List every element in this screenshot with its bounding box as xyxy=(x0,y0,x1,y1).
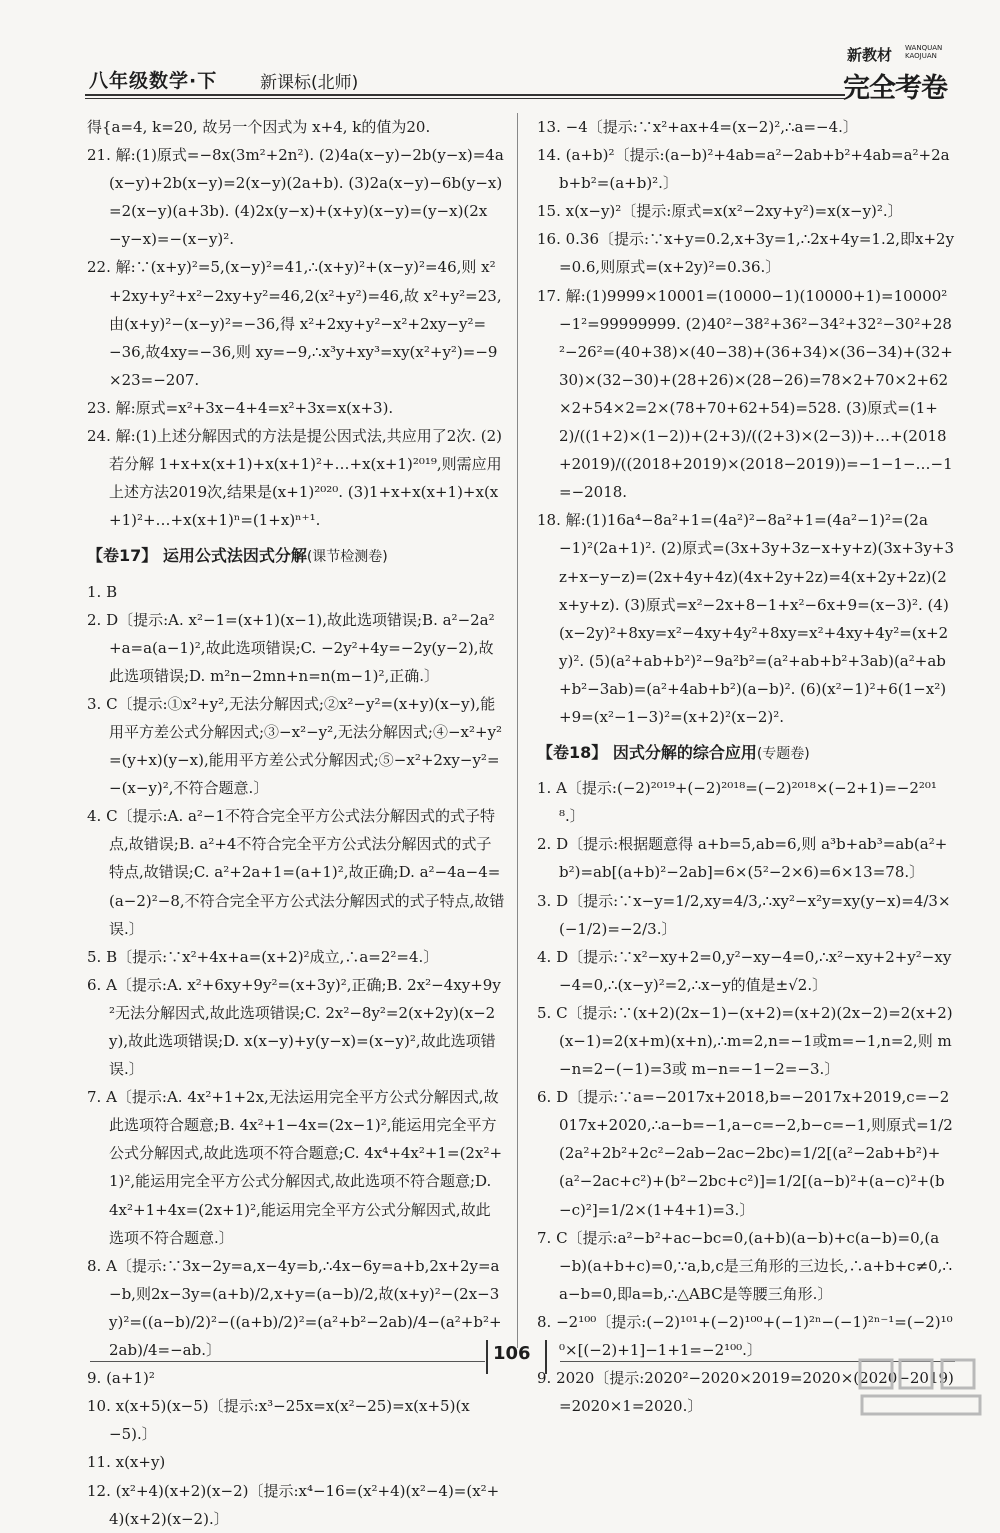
page-number: 106 xyxy=(493,1343,531,1364)
page-number-bar-left xyxy=(486,1340,488,1374)
page-header xyxy=(85,30,955,104)
answer-item: 1. A〔提示:(−2)²⁰¹⁹+(−2)²⁰¹⁸=(−2)²⁰¹⁸×(−2+1)=−2²⁰¹⁸.〕 xyxy=(537,779,937,826)
section-heading xyxy=(87,542,505,571)
answer-item: 1. B xyxy=(87,582,118,601)
answer-item: 11. x(x+y) xyxy=(87,1453,166,1472)
answer-item: 2. D〔提示:根据题意得 a+b=5,ab=6,则 a³b+ab³=ab(a²+b²)=ab[(a+b)²−2ab]=6×(5²−2×6)=6×13=78.〕 xyxy=(537,835,948,882)
answer-item: 23. 解:原式=x²+3x−4+4=x²+3x=x(x+3). xyxy=(87,398,394,417)
answer-item: 7. A〔提示:A. 4x²+1+2x,无法运用完全平方公式分解因式,故此选项符合题意;B. 4x²+1−4x=(2x−1)²,能运用完全平方公式分解因式,故此选项不符合题意;C. 4x⁴+4x²+1=(2x²+1)²,能运用完全平方公式分解因式,故此选项不符合题意;D. 4x²+1+4x=(2x+1)²,能运用完全平方公式分解因式,故此选项不符合题意.〕 xyxy=(87,1088,503,1247)
section-label: 【卷18】 因式分解的综合应用 xyxy=(537,743,757,763)
answer-item: 9. (a+1)² xyxy=(87,1369,155,1388)
right-column xyxy=(537,113,955,1420)
footer-rule-left xyxy=(90,1361,485,1362)
answer-item: 3. D〔提示:∵x−y=1/2,xy=4/3,∴xy²−x²y=xy(y−x)=4/3×(−1/2)=−2/3.〕 xyxy=(537,891,951,938)
answer-item: 13. −4〔提示:∵x²+ax+4=(x−2)²,∴a=−4.〕 xyxy=(537,118,858,136)
header-rule xyxy=(85,94,845,96)
answer-item: 8. A〔提示:∵3x−2y=a,x−4y=b,∴4x−6y=a+b,2x+2y=a−b,则2x−3y=(a+b)/2,x+y=(a−b)/2,故(x+y)²−(2x−3y)²=((a−b)/2)²−((a+b)/2)²=(a²+b²−2ab)/4−(a²+b²+2ab)/4=−ab.〕 xyxy=(87,1256,502,1360)
answer-item: 3. C〔提示:①x²+y²,无法分解因式;②x²−y²=(x+y)(x−y),能用平方差公式分解因式;③−x²−y²,无法分解因式;④−x²+y²=(y+x)(y−x),能用平方差公式分解因式;⑤−x²+2xy−y²=−(x−y)²,不符合题意.〕 xyxy=(87,694,503,798)
answer-item: 9. 2020〔提示:2020²−2020×2019=2020×(2020−2019)=2020×1=2020.〕 xyxy=(537,1369,954,1416)
answer-item: 5. B〔提示:∵x²+4x+a=(x+2)²成立,∴a=2²=4.〕 xyxy=(87,947,439,966)
brand-subtitle: 新教材 xyxy=(847,46,893,64)
book-edition: 新课标(北师) xyxy=(260,73,359,93)
answer-item: 16. 0.36〔提示:∵x+y=0.2,x+3y=1,∴2x+4y=1.2,即x+2y=0.6,则原式=(x+2y)²=0.36.〕 xyxy=(537,230,955,277)
answer-item: 4. D〔提示:∵x²−xy+2=0,y²−xy−4=0,∴x²−xy+2+y²−xy−4=0,∴(x−y)²=2,∴x−y的值是±√2.〕 xyxy=(537,947,952,994)
section-heading xyxy=(537,739,955,768)
answer-item: 15. x(x−y)²〔提示:原式=x(x²−2xy+y²)=x(x−y)².〕 xyxy=(537,202,903,221)
section-tag: (课节检测卷) xyxy=(306,549,388,566)
answer-item: 21. 解:(1)原式=−8x(3m²+2n²). (2)4a(x−y)−2b(y−x)=4a(x−y)+2b(x−y)=2(x−y)(2a+b). (3)2a(x−y)−6b(y−x)=2(x−y)(a+3b). (4)2x(y−x)+(x+y)(x−y)=(y−x)(2x−y−x)=−(x−y)². xyxy=(87,146,504,249)
answer-item: 6. D〔提示:∵a=−2017x+2018,b=−2017x+2019,c=−2017x+2020,∴a−b=−1,a−c=−2,b−c=−1,则原式=1/2(2a²+2b²+2c²−2ab−2ac−2bc)=1/2[(a²−2ab+b²)+(a²−2ac+c²)+(b²−2bc+c²)]=1/2[(a−b)²+(a−c)²+(b−c)²]=1/2×(1+4+1)=3.〕 xyxy=(537,1088,953,1219)
answer-item: 24. 解:(1)上述分解因式的方法是提公因式法,共应用了2次. (2)若分解 1+x+x(x+1)+x(x+1)²+…+x(x+1)²⁰¹⁹,则需应用上述方法2019次,结果是(x+1)²⁰²⁰. (3)1+x+x(x+1)+x(x+1)²+…+x(x+1)ⁿ=(1+x)ⁿ⁺¹. xyxy=(87,427,503,530)
book-title: 八年级数学·下 xyxy=(89,70,218,92)
column-divider xyxy=(517,113,518,1348)
answer-item: 2. D〔提示:A. x²−1=(x+1)(x−1),故此选项错误;B. a²−2a²+a=a(a−1)²,故此选项错误;C. −2y²+4y=−2y(y−2),故此选项错误;D. m²n−2mn+n=n(m−1)²,正确.〕 xyxy=(87,610,495,685)
answer-item: 18. 解:(1)16a⁴−8a²+1=(4a²)²−8a²+1=(4a²−1)²=(2a−1)²(2a+1)². (2)原式=(3x+3y+3z−x+y+z)(3x+3y+3z+x−y−z)=(2x+4y+4z)(4x+2y+2z)=4(x+2y+2z)(2x+y+z). (3)原式=x²−2x+8−1+x²−6x+9=(x−3)². (4)(x−2y)²+8xy=x²−4xy+4y²+8xy=x²+4xy+4y²=(x+2y)². (5)(a²+ab+b²)²−9a²b²=(a²+ab+b²+3ab)(a²+ab+b²−3ab)=(a²+4ab+b²)(a−b)². (6)(x²−1)²+6(1−x²)+9=(x²−1−3)²=(x+2)²(x−2)². xyxy=(537,511,955,726)
answer-item: 7. C〔提示:a²−b²+ac−bc=0,(a+b)(a−b)+c(a−b)=0,(a−b)(a+b+c)=0,∵a,b,c是三角形的三边长,∴a+b+c≠0,∴a−b=0,即a=b,∴△ABC是等腰三角形.〕 xyxy=(537,1228,952,1303)
answer-item: 14. (a+b)²〔提示:(a−b)²+4ab=a²−2ab+b²+4ab=a²+2ab+b²=(a+b)².〕 xyxy=(537,146,950,193)
left-column xyxy=(87,113,505,1533)
answer-item: 10. x(x+5)(x−5)〔提示:x³−25x=x(x²−25)=x(x+5)(x−5).〕 xyxy=(87,1397,470,1444)
answer-item: 5. C〔提示:∵(x+2)(2x−1)−(x+2)=(x+2)(2x−2)=2(x+2)(x−1)=2(x+m)(x+n),∴m=2,n=−1或m=−1,n=2,则 m−n=2−(−1)=3或 m−n=−1−2=−3.〕 xyxy=(537,1003,953,1079)
brand-logo: 完全考卷 xyxy=(843,73,947,104)
section-label: 【卷17】 运用公式法因式分解 xyxy=(87,546,307,566)
answer-item: 22. 解:∵(x+y)²=5,(x−y)²=41,∴(x+y)²+(x−y)²=46,则 x²+2xy+y²+x²−2xy+y²=46,2(x²+y²)=46,故 x²+y²=23,由(x+y)²−(x−y)²=−36,得 x²+2xy+y²−x²+2xy−y²=−36,故4xy=−36,则 xy=−9,∴x³y+xy³=xy(x²+y²)=−9×23=−207. xyxy=(87,258,502,389)
watermark-logo-icon xyxy=(850,1352,990,1420)
answer-item: 4. C〔提示:A. a²−1不符合完全平方公式法分解因式的式子特点,故错误;B. a²+4不符合完全平方公式法分解因式的式子特点,故错误;C. a²+2a+1=(a+1)²,故正确;D. a²−4a−4=(a−2)²−8,不符合完全平方公式法分解因式的式子特点,故错误.〕 xyxy=(87,807,505,938)
answer-item: 6. A〔提示:A. x²+6xy+9y²=(x+3y)²,正确;B. 2x²−4xy+9y²无法分解因式,故此选项错误;C. 2x²−8y²=2(x+2y)(x−2y),故此选项错误;D. x(x−y)+y(y−x)=(x−y)²,故此选项错误.〕 xyxy=(87,975,501,1079)
page-number-bar-right xyxy=(545,1340,547,1374)
header-rule-thin xyxy=(85,98,845,99)
answer-item: 12. (x²+4)(x+2)(x−2)〔提示:x⁴−16=(x²+4)(x²−4)=(x²+4)(x+2)(x−2).〕 xyxy=(87,1481,500,1528)
brand-pinyin: WANQUAN KAOJUAN xyxy=(905,44,943,60)
section-tag: (专题卷) xyxy=(756,746,810,763)
answer-item: 得{a=4, k=20, 故另一个因式为 x+4, k的值为20. xyxy=(87,118,431,136)
answer-item: 8. −2¹⁰⁰〔提示:(−2)¹⁰¹+(−2)¹⁰⁰+(−1)²ⁿ−(−1)²ⁿ⁻¹=(−2)¹⁰⁰×[(−2)+1]−1+1=−2¹⁰⁰.〕 xyxy=(537,1312,953,1360)
answer-item: 17. 解:(1)9999×10001=(10000−1)(10000+1)=10000²−1²=99999999. (2)40²−38²+36²−34²+32²−30²+28²−26²=(40+38)×(40−38)+(36+34)×(36−34)+(32+30)×(32−30)+(28+26)×(28−26)=78×2+70×2+62×2+54×2=2×(78+70+62+54)=528. (3)原式=(1+2)/((1+2)×(1−2))+(2+3)/((2+3)×(2−3))+…+(2018+2019)/((2018+2019)×(2018−2019))=−1−1−…−1=−2018. xyxy=(537,286,953,502)
